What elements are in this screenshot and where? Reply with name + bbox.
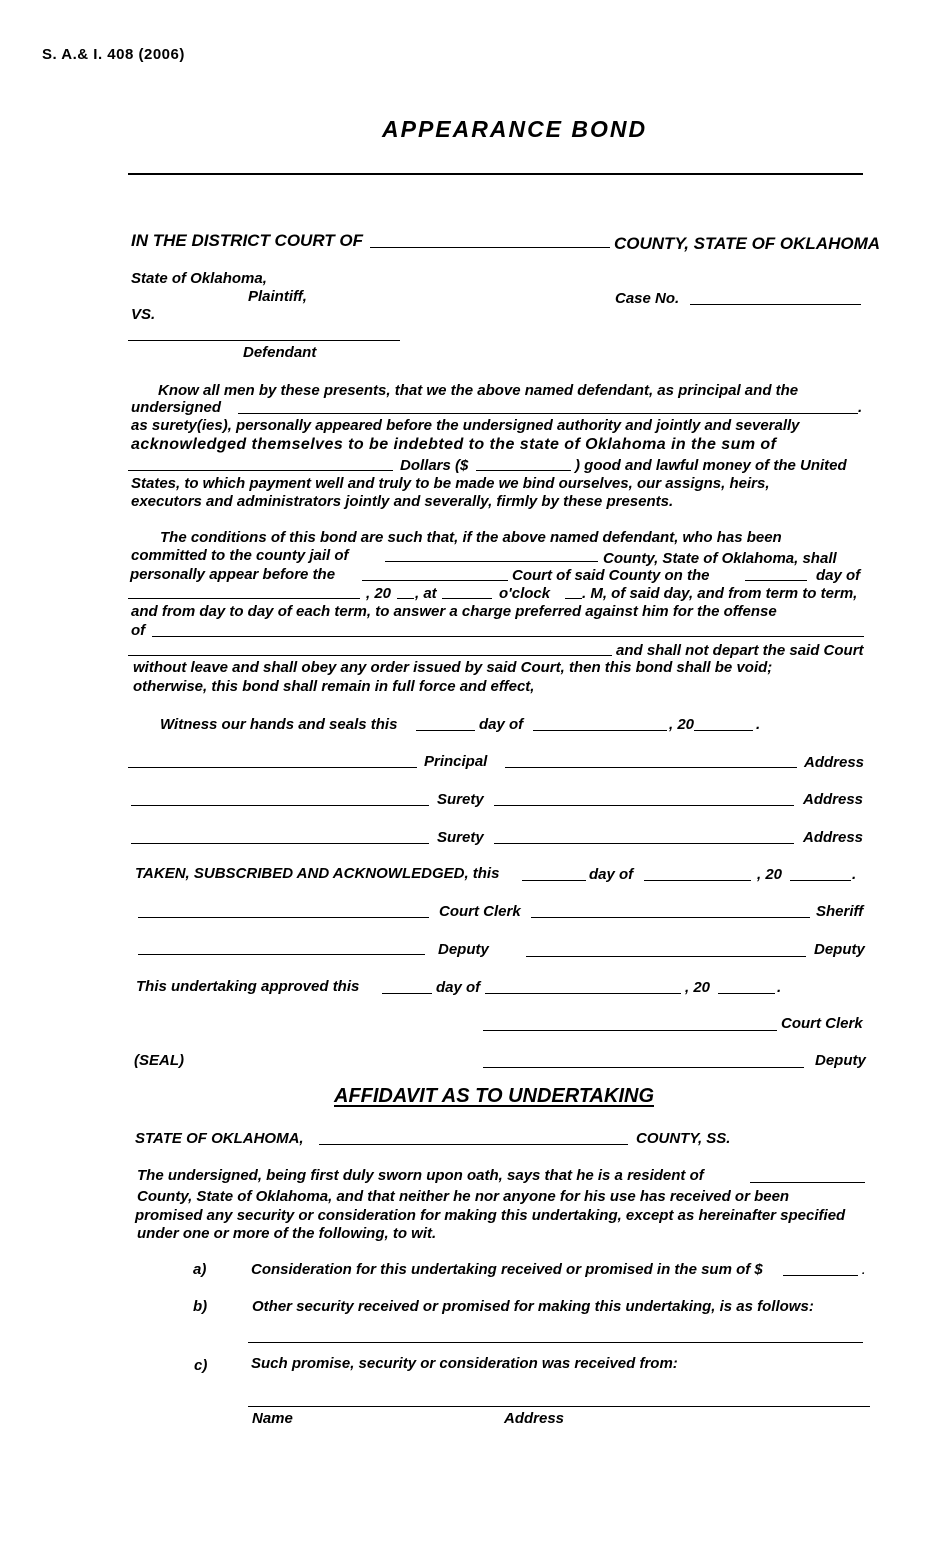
sum-words-blank[interactable] [128,470,393,471]
approved-year: , 20 [685,979,711,996]
item-c-text: Such promise, security or consideration was received from: [251,1355,678,1372]
para1-lawful-money: ) good and lawful money of the United [575,457,847,474]
page-title: APPEARANCE BOND [382,116,648,142]
para2-jail: committed to the county jail of [131,547,349,564]
approved-day-blank[interactable] [382,993,432,994]
principal-address-line[interactable] [505,767,797,768]
approved-period: . [777,979,782,996]
approved-day-of: day of [436,979,481,996]
sheriff-label: Sheriff [816,903,864,920]
witness-day-of: day of [479,716,524,733]
offense-blank-2[interactable] [128,655,612,656]
principal-signature-line[interactable] [128,767,417,768]
para1-line1: Know all men by these presents, that we the above named defendant, as principal and the [158,382,799,399]
para1-dollars: Dollars ($ [400,457,469,474]
para1-line7: executors and administrators jointly and severally, firmly by these presents. [131,493,674,510]
affidavit-line4: under one or more of the following, to wit. [137,1225,437,1242]
item-c-label: c) [194,1357,208,1374]
appear-ampm-blank[interactable] [565,598,582,599]
court-name-blank[interactable] [362,580,508,581]
witness-year-blank[interactable] [694,730,753,731]
received-name-label: Name [252,1410,293,1427]
item-b-label: b) [193,1298,208,1315]
para1-undersigned: undersigned [131,399,222,416]
affidavit-line2: County, State of Oklahoma, and that neither he nor anyone for his use has received or been [137,1188,790,1205]
title-rule [128,173,863,175]
taken-day-of: day of [589,866,634,883]
surety2-label: Surety [437,829,484,846]
taken-text: TAKEN, SUBSCRIBED AND ACKNOWLEDGED, this [135,865,500,882]
para2-court-on: Court of said County on the [512,567,710,584]
para2-line1: The conditions of this bond are such that, if the above named defendant, who has been [160,529,782,546]
taken-period: . [852,866,857,883]
case-no-label: Case No. [615,290,680,307]
received-from-blank[interactable] [248,1406,870,1407]
approved-month-blank[interactable] [485,993,681,994]
appear-hour-blank[interactable] [442,598,492,599]
affidavit-county-ss: COUNTY, SS. [636,1130,731,1147]
witness-month-blank[interactable] [533,730,667,731]
para2-line9: otherwise, this bond shall remain in full force and effect, [133,678,535,695]
witness-text: Witness our hands and seals this [160,716,398,733]
para2-line5: and from day to day of each term, to answer a charge preferred against him for the offense [131,603,777,620]
taken-month-blank[interactable] [644,880,751,881]
court-prefix: IN THE DISTRICT COURT OF [131,231,364,250]
appear-day-blank[interactable] [745,580,807,581]
para2-county-state: County, State of Oklahoma, shall [603,550,837,567]
witness-year: , 20 [669,716,695,733]
principal-label: Principal [424,753,488,770]
jail-county-blank[interactable] [385,561,598,562]
principal-address-label: Address [804,754,865,771]
resident-county-blank[interactable] [750,1182,865,1183]
surety2-address-label: Address [803,829,864,846]
surety1-label: Surety [437,791,484,808]
surety1-address-label: Address [803,791,864,808]
sheriff-line[interactable] [531,917,810,918]
approved-text: This undertaking approved this [136,978,360,995]
approved-year-blank[interactable] [718,993,775,994]
surety1-signature-line[interactable] [131,805,429,806]
witness-period: . [756,716,761,733]
defendant-blank[interactable] [128,340,400,341]
affidavit-state: STATE OF OKLAHOMA, [135,1130,304,1147]
sum-amount-blank[interactable] [476,470,571,471]
court-clerk-line[interactable] [138,917,429,918]
sheriff-deputy-label: Deputy [814,941,865,958]
offense-blank-1[interactable] [152,636,864,637]
consideration-sum-blank[interactable] [783,1275,858,1276]
para1-period: . [858,399,863,416]
plaintiff-label: Plaintiff, [248,288,307,305]
affidavit-line1: The undersigned, being first duly sworn upon oath, says that he is a resident of [137,1167,704,1184]
para2-term: . M, of said day, and from term to term, [582,585,858,602]
para1-line3: as surety(ies), personally appeared before the undersigned authority and jointly and severally [131,417,800,434]
case-no-blank[interactable] [690,304,861,305]
form-id: S. A.& I. 408 (2006) [42,46,185,63]
item-a-label: a) [193,1261,207,1278]
sheriff-deputy-line[interactable] [526,956,806,957]
para2-depart: and shall not depart the said Court [616,642,864,659]
para1-line6: States, to which payment well and truly to be made we bind ourselves, our assigns, heirs, [131,475,770,492]
approved-clerk-label: Court Clerk [781,1015,863,1032]
surety2-signature-line[interactable] [131,843,429,844]
clerk-deputy-line[interactable] [138,954,425,955]
para2-year: , 20 [366,585,392,602]
appear-year-blank[interactable] [397,598,414,599]
taken-year-blank[interactable] [790,880,851,881]
other-security-blank[interactable] [248,1342,863,1343]
court-clerk-label: Court Clerk [439,903,521,920]
surety1-address-line[interactable] [494,805,794,806]
clerk-deputy-label: Deputy [438,941,489,958]
appear-month-blank[interactable] [128,598,360,599]
state-label: State of Oklahoma, [131,270,267,287]
county-blank[interactable] [370,247,610,248]
para2-at: , at [415,585,437,602]
taken-year: , 20 [757,866,783,883]
seal-label: (SEAL) [134,1052,184,1069]
para2-appear: personally appear before the [130,566,336,583]
para2-oclock: o'clock [499,585,551,602]
witness-day-blank[interactable] [416,730,475,731]
received-address-label: Address [504,1410,565,1427]
taken-day-blank[interactable] [522,880,586,881]
vs-label: VS. [131,306,156,323]
approved-deputy-line[interactable] [483,1067,804,1068]
affidavit-title: AFFIDAVIT AS TO UNDERTAKING [334,1085,654,1107]
surety2-address-line[interactable] [494,843,794,844]
item-a-text: Consideration for this undertaking received or promised in the sum of $ [251,1261,763,1278]
defendant-label: Defendant [243,344,317,361]
approved-clerk-line[interactable] [483,1030,777,1031]
para2-line8: without leave and shall obey any order issued by said Court, then this bond shall be void; [133,659,773,676]
surety-names-blank[interactable] [238,413,858,414]
para2-day-of: day of [816,567,861,584]
approved-deputy-label: Deputy [815,1052,866,1069]
affidavit-county-blank[interactable] [319,1144,628,1145]
court-suffix: COUNTY, STATE OF OKLAHOMA [614,234,881,253]
para2-of: of [131,622,146,639]
item-a-period: . [862,1265,866,1277]
affidavit-line3: promised any security or consideration for making this undertaking, except as hereinafter specified [135,1207,846,1224]
item-b-text: Other security received or promised for making this undertaking, is as follows: [252,1298,814,1315]
para1-line4: acknowledged themselves to be indebted to the state of Oklahoma in the sum of [131,436,777,453]
